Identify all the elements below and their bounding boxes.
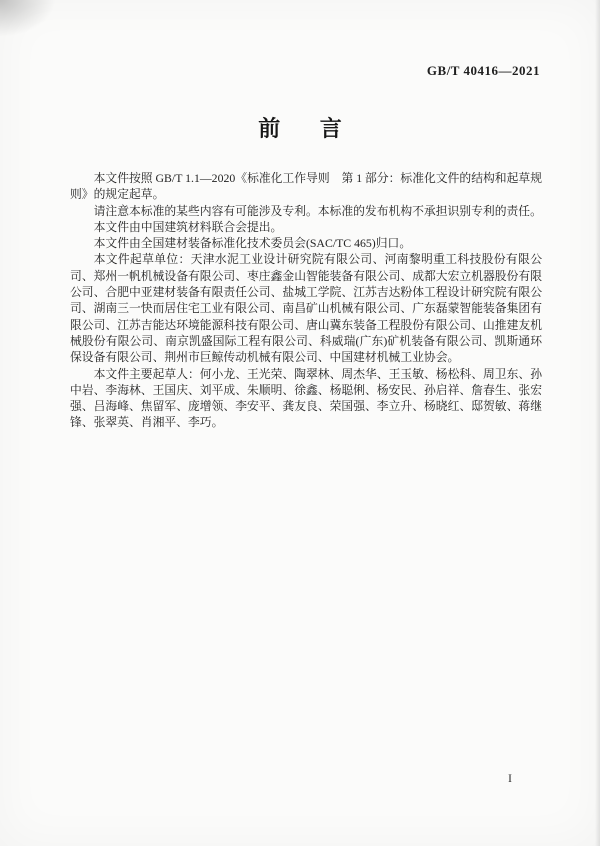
page-number: I: [508, 771, 512, 785]
foreword-body: [70, 170, 542, 431]
page-title: 前言: [258, 116, 382, 141]
paragraph-drafting-organizations: 本文件起草单位：天津水泥工业设计研究院有限公司、河南黎明重工科技股份有限公司、郑州一帆机械设备有限公司、枣庄鑫金山智能装备有限公司、成都大宏立机器股份有限公司、合肥中亚建材装备有限责任公司、盐城工学院、江苏吉达粉体工程设计研究院有限公司、湖南三一快而居住宅工业有限公司、南昌矿山机械有限公司、广东磊蒙智能装备集团有限公司、江苏吉能达环境能源科技有限公司、唐山冀东装备工程股份有限公司、山推建友机械股份有限公司、南京凯盛国际工程有限公司、科威瑞(广东)矿机装备有限公司、凯斯通环保设备有限公司、荆州市巨鲸传动机械有限公司、中国建材机械工业协会。: [70, 252, 542, 365]
paragraph-main-drafters: 本文件主要起草人：何小龙、王光荣、陶翠林、周杰华、王玉敏、杨松科、周卫东、孙中岩、李海林、王国庆、刘平成、朱顺明、徐鑫、杨聪俐、杨安民、孙启祥、詹春生、张宏强、吕海峰、焦留军、庞增领、李安平、龚友良、荣国强、李立升、杨晓红、邸贺敏、蒋继锋、张翠英、肖湘平、李巧。: [70, 366, 542, 430]
paragraph-proposed-by: 本文件由中国建筑材料联合会提出。: [93, 219, 283, 234]
paragraph-drafting-rules: 本文件按照 GB/T 1.1—2020《标准化工作导则 第 1 部分：标准化文件的结构和起草规则》的规定起草。: [70, 171, 542, 202]
standard-code: GB/T 40416—2021: [426, 63, 540, 78]
paragraph-patent-notice: 请注意本标准的某些内容有可能涉及专利。本标准的发布机构不承担识别专利的责任。: [93, 203, 542, 218]
paragraph-centralized-by: 本文件由全国建材装备标准化技术委员会(SAC/TC 465)归口。: [93, 236, 412, 251]
